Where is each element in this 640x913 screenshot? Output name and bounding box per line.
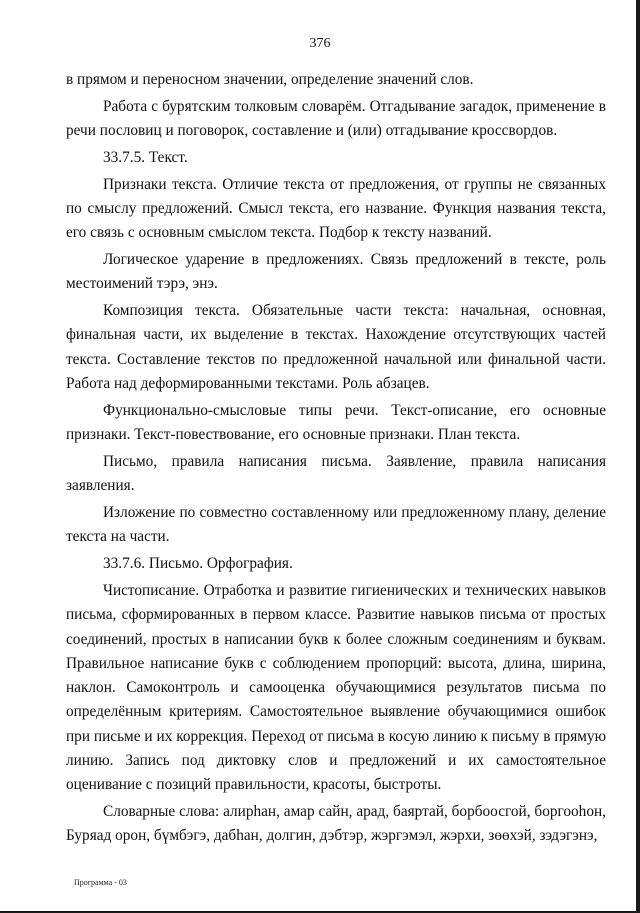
paragraph-continuation: в прямом и переносном значении, определение значений слов. [66, 71, 474, 88]
paragraph-speech-types: Функционально-смысловые типы речи. Текст-описание, его основные признаки. Текст-повествование, его основные признаки. План текста. [66, 401, 606, 444]
page-number: 376 [309, 36, 331, 51]
paragraph-text-features: Признаки текста. Отличие текста от предложения, от группы не связанных по смыслу предложений. Смысл текста, его название. Функция названия текста, его связь с основным смыслом текста. Подбор к тексту названий. [66, 175, 606, 242]
paragraph-logical-stress: Логическое ударение в предложениях. Связь предложений в тексте, роль местоимений тэрэ, энэ. [66, 251, 606, 293]
section-heading-writing: 33.7.6. Письмо. Орфография. [103, 555, 293, 573]
paragraph-vocabulary-words: Словарные слова: алирһан, амар сайн, арад, баяртай, борбоосгой, боргооһон, Буряад орон, бүмбэгэ, дабһан, долгин, дэбтэр, жэргэмэл, жэрхи, зөөхэй, зэдэгэнэ, [66, 803, 606, 845]
footer-label: Программа - 03 [74, 878, 127, 887]
paragraph-presentation: Изложение по совместно составленному или предложенному плану, деление текста на части. [66, 504, 606, 546]
section-heading-text: 33.7.5. Текст. [103, 148, 188, 166]
paragraph-letter-writing: Письмо, правила написания письма. Заявление, правила написания заявления. [66, 452, 606, 495]
paragraph-dictionary-work: Работа с бурятским толковым словарём. Отгадывание загадок, применение в речи пословиц и поговорок, составление и (или) отгадывание кроссвордов. [66, 97, 606, 140]
body-text [66, 68, 606, 849]
scan-edge-right [636, 0, 640, 913]
paragraph-penmanship: Чистописание. Отработка и развитие гигиенических и технических навыков письма, сформированных в первом классе. Развитие навыков письма от простых соединений, простых в написании букв к более сложным соединениям и буквам. Правильное написание букв с соблюдением пропорций: высота, длина, ширина, наклон. Самоконтроль и самооценка обучающимися результатов письма по определённым критериям. Самостоятельное выявление обучающимися ошибок при письме и их коррекция. Переход от письма в косую линию к письму в прямую линию. Запись под диктовку слов и предложений и их самостоятельное оценивание с позиций правильности, красоты, быстроты. [66, 581, 606, 794]
paragraph-text-composition: Композиция текста. Обязательные части текста: начальная, основная, финальная части, их выделение в текстах. Нахождение отсутствующих частей текста. Составление текстов по предложенной начальной или финальной части. Работа над деформированными текстами. Роль абзацев. [66, 302, 606, 393]
